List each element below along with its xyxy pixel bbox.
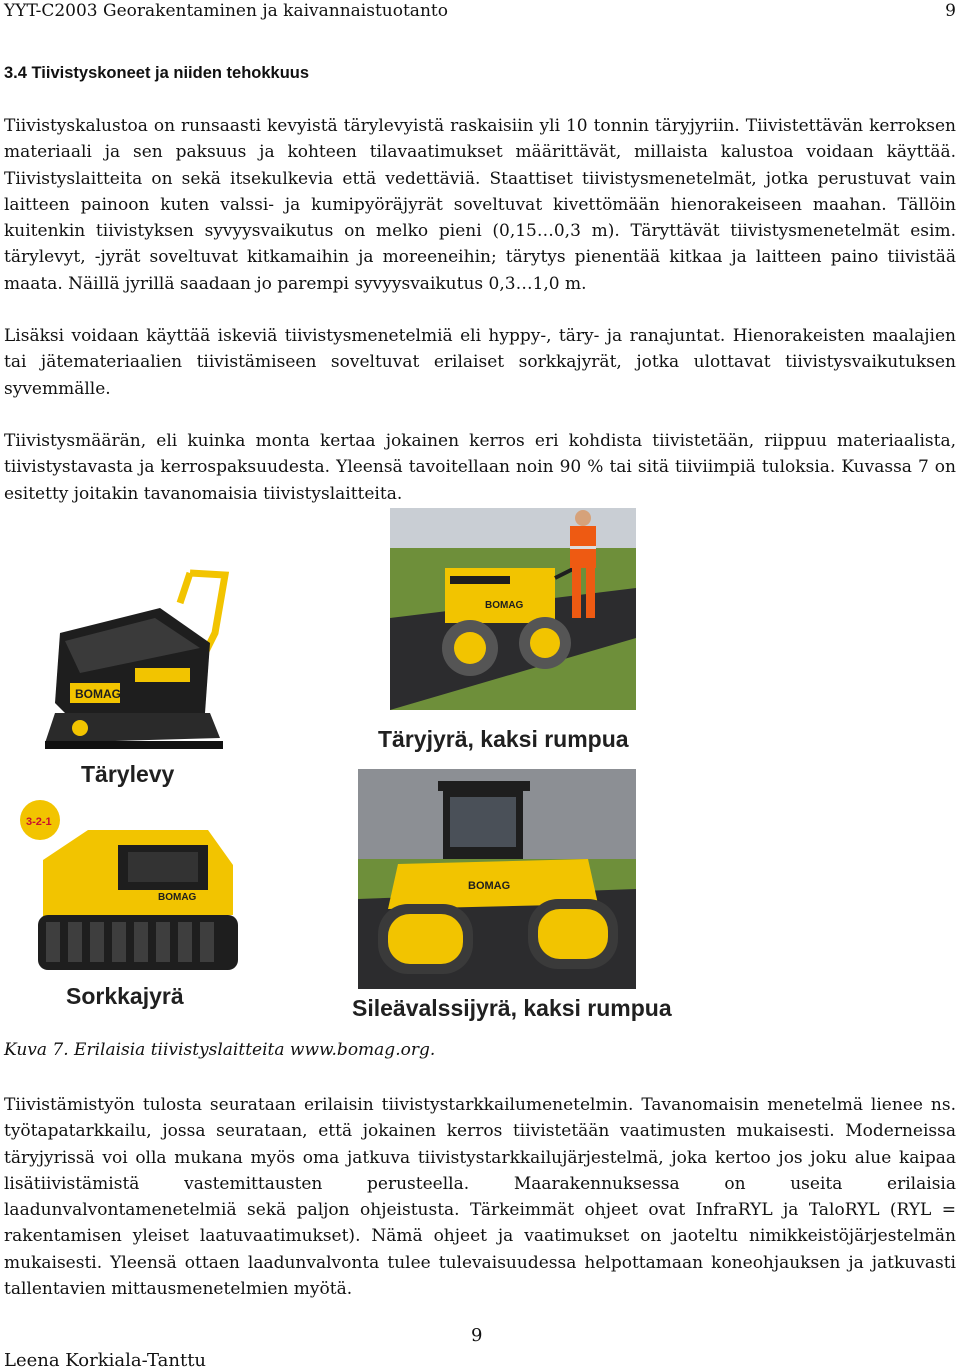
paragraph-compaction-equipment: Tiivistyskalustoa on runsaasti kevyistä tärylevyistä raskaisiin yli 10 tonnin täryjyriin. Tiivistettävän kerroksen materiaali ja sen paksuus ja kohteen tilavaatimukset määrittävät, millaista kalustoa voidaan käyttää. Tiivistyslaitteita on sekä itsekulkevia että vedettäviä. Staattiset tiivistysmenetelmät, jotka perustuvat vain laitteen painoon kuten valssi- ja kumipyöräjyrät soveltuvat kivettömään hienorakeiseen maahan. Tällöin kuitenkin tiivistyksen syvyysvaikutus on melko pieni (0,15…0,3 m). Täryttävät tiivistysmenetelmät esim. tärylevyt, -jyrät soveltuvat kitkamaihin ja moreeneihin; tärytys pienentää kitkaa ja laitteen paino tiivistää maata. Näillä jyrillä saadaan jo parempi syvyysvaikutus 0,3…1,0 m. [4, 116, 956, 294]
footer-author: Leena Korkiala-Tanttu [4, 1350, 207, 1371]
figure-caption: Kuva 7. Erilaisia tiivistyslaitteita www.bomag.org. [4, 1040, 436, 1060]
label-taryjyra: Täryjyrä, kaksi rumpua [378, 726, 629, 752]
page-header [4, 0, 960, 22]
figure-compaction-machines [0, 508, 960, 1028]
plate-compactor-brand: BOMAG [75, 687, 121, 701]
padfoot-roller-image [18, 790, 242, 980]
padfoot-brand: BOMAG [158, 892, 197, 903]
header-page-number: 9 [945, 1, 956, 21]
vibratory-roller-image [390, 508, 636, 710]
footer-page-number: 9 [471, 1325, 483, 1346]
label-sileavalssijyra: Sileävalssijyrä, kaksi rumpua [352, 995, 672, 1021]
paragraph-impact-methods: Lisäksi voidaan käyttää iskeviä tiivistysmenetelmiä eli hyppy-, täry- ja ranajuntat. Hienorakeisten maalajien tai jätemateriaalien tiivistämiseen soveltuvat erilaiset sorkkajyrät, jotka ulottavat tiivistysvaikutuksen syvemmälle. [4, 326, 956, 399]
paragraph-quality-control: Tiivistämistyön tulosta seurataan erilaisin tiivistystarkkailumenetelmin. Tavanomaisin menetelmä lienee ns. työtapatarkkailu, jossa seurataan, että jokainen kerros tiivistetään vaatimusten mukaisesti. Moderneissa täryjyrissä voi olla mukana myös oma jatkuva tiivistystarkkailujärjestelmä, joka kertoo jos joku alue kaipaa lisätiivistämistä vastemittausten perusteella. Maarakennuksessa on useita erilaisia laadunvalvontamenetelmiä sekä paljon ohjeistusta. Tärkeimmät ohjeet ovat InfraRYL ja TaloRYL (RYL = rakentamisen yleiset laatuvaatimukset). Nämä ohjeet ja vaatimukset on jaoteltu nimikkeistöjärjestelmän mukaisesti. Yleensä ottaen laadunvalvonta tulee tulevaisuudessa helpottamaan koneohjauksen ja jatkuvasti tallentavien mittausmenetelmien myötä. [4, 1095, 956, 1300]
smooth-roller-brand: BOMAG [468, 880, 511, 892]
paragraph-compaction-amount: Tiivistysmäärän, eli kuinka monta kertaa jokainen kerros eri kohdista tiivistetään, riippuu materiaalista, tiivistystavasta ja kerrospaksuudesta. Yleensä tavoitellaan noin 90 % tai sitä tiiviimpiä tuloksia. Kuvassa 7 on esitetty joitakin tavanomaisia tiivistyslaitteita. [4, 431, 956, 504]
header-title: YYT-C2003 Georakentaminen ja kaivannaistuotanto [4, 1, 448, 21]
label-sorkkajyra: Sorkkajyrä [66, 983, 184, 1009]
roller-brand: BOMAG [485, 600, 524, 611]
plate-compactor-image [40, 563, 240, 763]
padfoot-badge: 3-2-1 [26, 816, 52, 828]
label-tarylevy: Tärylevy [81, 761, 175, 787]
section-title: 3.4 Tiivistyskoneet ja niiden tehokkuus [4, 64, 310, 82]
smooth-drum-roller-image [358, 769, 636, 989]
